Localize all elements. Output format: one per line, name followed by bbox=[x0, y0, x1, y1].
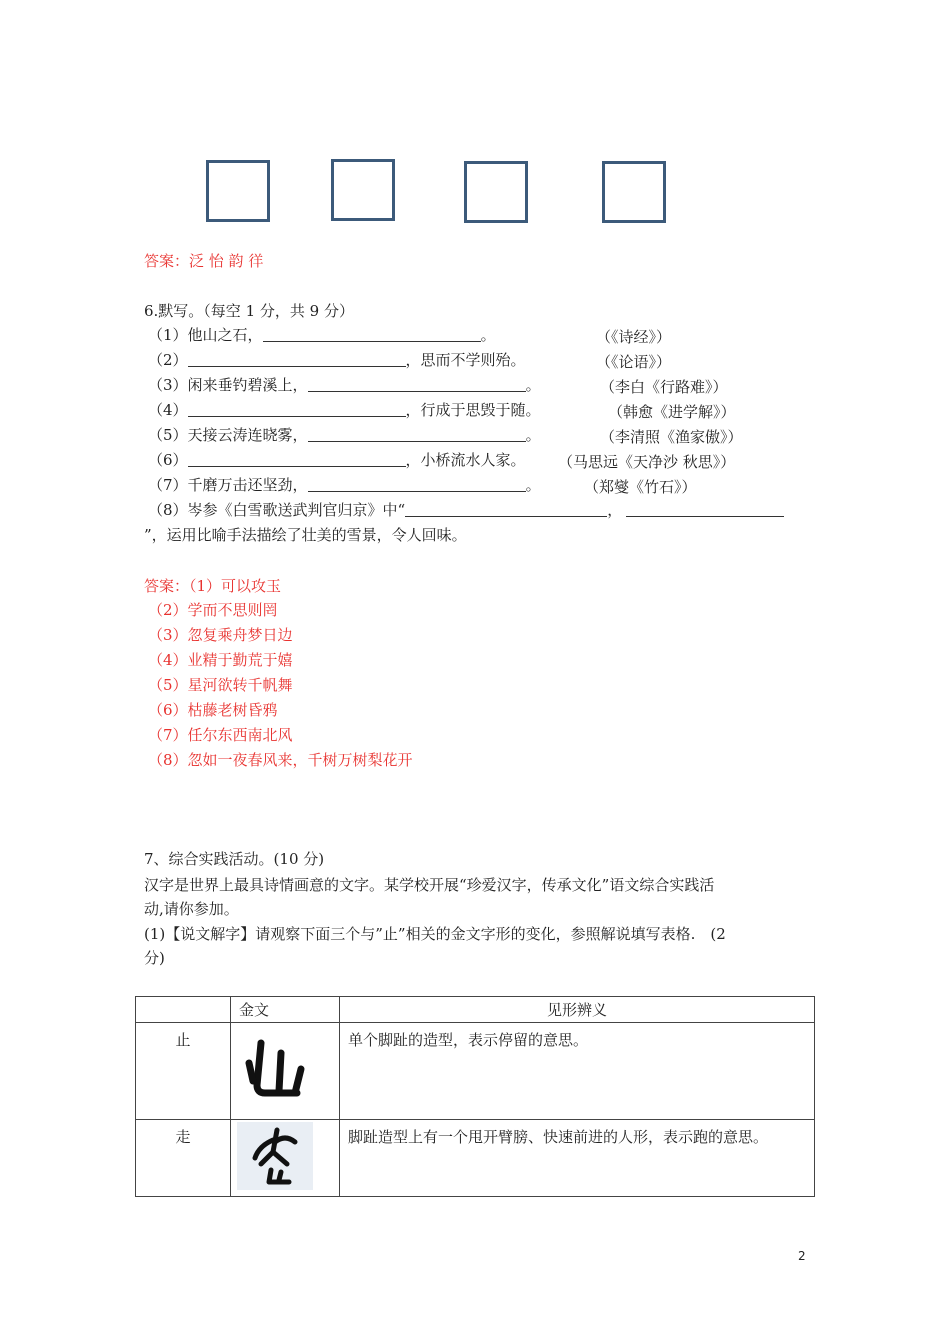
answer6-line-2: （2）学而不思则罔 bbox=[148, 601, 278, 619]
q6-item-num: （3） bbox=[148, 376, 188, 394]
q6-item-5 bbox=[148, 424, 541, 446]
fill-blank-1[interactable] bbox=[263, 326, 481, 342]
q6-item-after: ，小桥流水人家。 bbox=[405, 451, 526, 469]
q6-item-after: 。 bbox=[525, 476, 541, 494]
q6-title: 6.默写。（每空 1 分，共 9 分） bbox=[144, 302, 354, 320]
q6-item-4 bbox=[148, 399, 541, 421]
q7-sub1-line-2: 分) bbox=[144, 949, 165, 967]
table-char-cell: 走 bbox=[136, 1120, 231, 1197]
fill-blank-8a[interactable] bbox=[405, 501, 607, 517]
q6-item-num: （4） bbox=[148, 401, 188, 419]
q6-item-num: （1） bbox=[148, 326, 188, 344]
answer6-line-6: （6）枯藤老树昏鸦 bbox=[148, 701, 278, 719]
q6-source-7: （郑燮《竹石》） bbox=[584, 478, 697, 496]
answer-box-4[interactable] bbox=[602, 161, 666, 223]
answer5-label: 答案： bbox=[144, 252, 190, 270]
q6-source-2: （《论语》） bbox=[596, 353, 672, 371]
q6-item-3 bbox=[148, 374, 541, 396]
q6-item-before: 闲来垂钓碧溪上， bbox=[187, 376, 308, 394]
q6-item-after: ，思而不学则殆。 bbox=[405, 351, 526, 369]
q6-item-after: ，行成于思毁于随。 bbox=[405, 401, 541, 419]
answer-box-2[interactable] bbox=[331, 159, 395, 221]
zou-jinwen-glyph bbox=[231, 1120, 340, 1197]
answer6-label: 答案： bbox=[144, 577, 190, 595]
table-header-row bbox=[136, 997, 815, 1023]
q6-item-8-line2: ”，运用比喻手法描绘了壮美的雪景，令人回味。 bbox=[144, 526, 467, 544]
fill-blank-8b[interactable] bbox=[626, 501, 784, 517]
q6-item-1 bbox=[148, 324, 496, 346]
zhi-glyph-image bbox=[231, 1023, 323, 1115]
answer-box-3[interactable] bbox=[464, 161, 528, 223]
q6-item-before: 天接云涛连晓雾， bbox=[187, 426, 308, 444]
q6-item-mid: ， bbox=[607, 501, 623, 519]
table-char-cell: 止 bbox=[136, 1023, 231, 1120]
answer6-text: （1）可以攻玉 bbox=[189, 577, 282, 595]
fill-blank-3[interactable] bbox=[308, 376, 526, 392]
q6-item-2 bbox=[148, 349, 526, 371]
q6-source-5: （李清照《渔家傲》） bbox=[600, 428, 743, 446]
answer5-text: 泛 怡 韵 徉 bbox=[189, 252, 264, 270]
q6-item-6 bbox=[148, 449, 526, 471]
q6-item-7 bbox=[148, 474, 541, 496]
table-desc-cell: 脚趾造型上有一个甩开臂膀、快速前进的人形，表示跑的意思。 bbox=[340, 1120, 815, 1197]
q6-item-num: （6） bbox=[148, 451, 188, 469]
answer6-line-3: （3）忽复乘舟梦日边 bbox=[148, 626, 293, 644]
table-desc-cell: 单个脚趾的造型，表示停留的意思。 bbox=[340, 1023, 815, 1120]
q6-item-after: 。 bbox=[525, 376, 541, 394]
q6-item-after: 。 bbox=[525, 426, 541, 444]
q6-source-4: （韩愈《进学解》） bbox=[608, 403, 736, 421]
q6-source-6: （马思远《天净沙 秋思》） bbox=[558, 453, 736, 471]
q6-source-1: （《诗经》） bbox=[596, 328, 672, 346]
table-row bbox=[136, 1023, 815, 1120]
q7-title: 7、综合实践活动。(10 分) bbox=[144, 850, 325, 868]
q6-item-num: （2） bbox=[148, 351, 188, 369]
fill-blank-5[interactable] bbox=[308, 426, 526, 442]
answer-box-1[interactable] bbox=[206, 160, 270, 222]
answer6-line-8: （8）忽如一夜春风来，千树万树梨花开 bbox=[148, 751, 413, 769]
q6-item-num: （5） bbox=[148, 426, 188, 444]
fill-blank-2[interactable] bbox=[188, 351, 406, 367]
answer6-line-1 bbox=[144, 575, 281, 596]
zhi-jinwen-glyph bbox=[231, 1023, 340, 1120]
fill-blank-4[interactable] bbox=[188, 401, 406, 417]
q6-item-before: 岑参《白雪歌送武判官归京》中“ bbox=[187, 501, 406, 519]
fill-blank-6[interactable] bbox=[188, 451, 406, 467]
answer6-line-5: （5）星河欲转千帆舞 bbox=[148, 676, 293, 694]
jinwen-table bbox=[135, 996, 815, 1197]
q7-intro-line-1: 汉字是世界上最具诗情画意的文字。某学校开展“珍爱汉字，传承文化”语文综合实践活 bbox=[144, 876, 715, 894]
answer5-line bbox=[144, 250, 263, 271]
q6-source-3: （李白《行路难》） bbox=[600, 378, 728, 396]
q6-item-num: （7） bbox=[148, 476, 188, 494]
q6-item-before: 他山之石， bbox=[187, 326, 263, 344]
q6-item-num: （8） bbox=[148, 501, 188, 519]
q7-sub1-line-1: (1)【说文解字】请观察下面三个与”止”相关的金文字形的变化，参照解说填写表格. (2 bbox=[144, 925, 726, 943]
table-row bbox=[136, 1120, 815, 1197]
answer6-line-7: （7）任尔东西南北风 bbox=[148, 726, 293, 744]
zou-glyph-image bbox=[231, 1120, 323, 1192]
answer6-line-4: （4）业精于勤荒于嬉 bbox=[148, 651, 293, 669]
q7-intro-line-2: 动,请你参加。 bbox=[144, 900, 239, 918]
q6-item-after: 。 bbox=[480, 326, 496, 344]
table-header-jinwen: 金文 bbox=[231, 997, 340, 1023]
page-number: 2 bbox=[798, 1249, 806, 1263]
table-header-meaning: 见形辨义 bbox=[340, 997, 815, 1023]
table-header-empty bbox=[136, 997, 231, 1023]
q6-item-before: 千磨万击还坚劲， bbox=[187, 476, 308, 494]
q6-item-8 bbox=[148, 499, 784, 521]
fill-blank-7[interactable] bbox=[308, 476, 526, 492]
